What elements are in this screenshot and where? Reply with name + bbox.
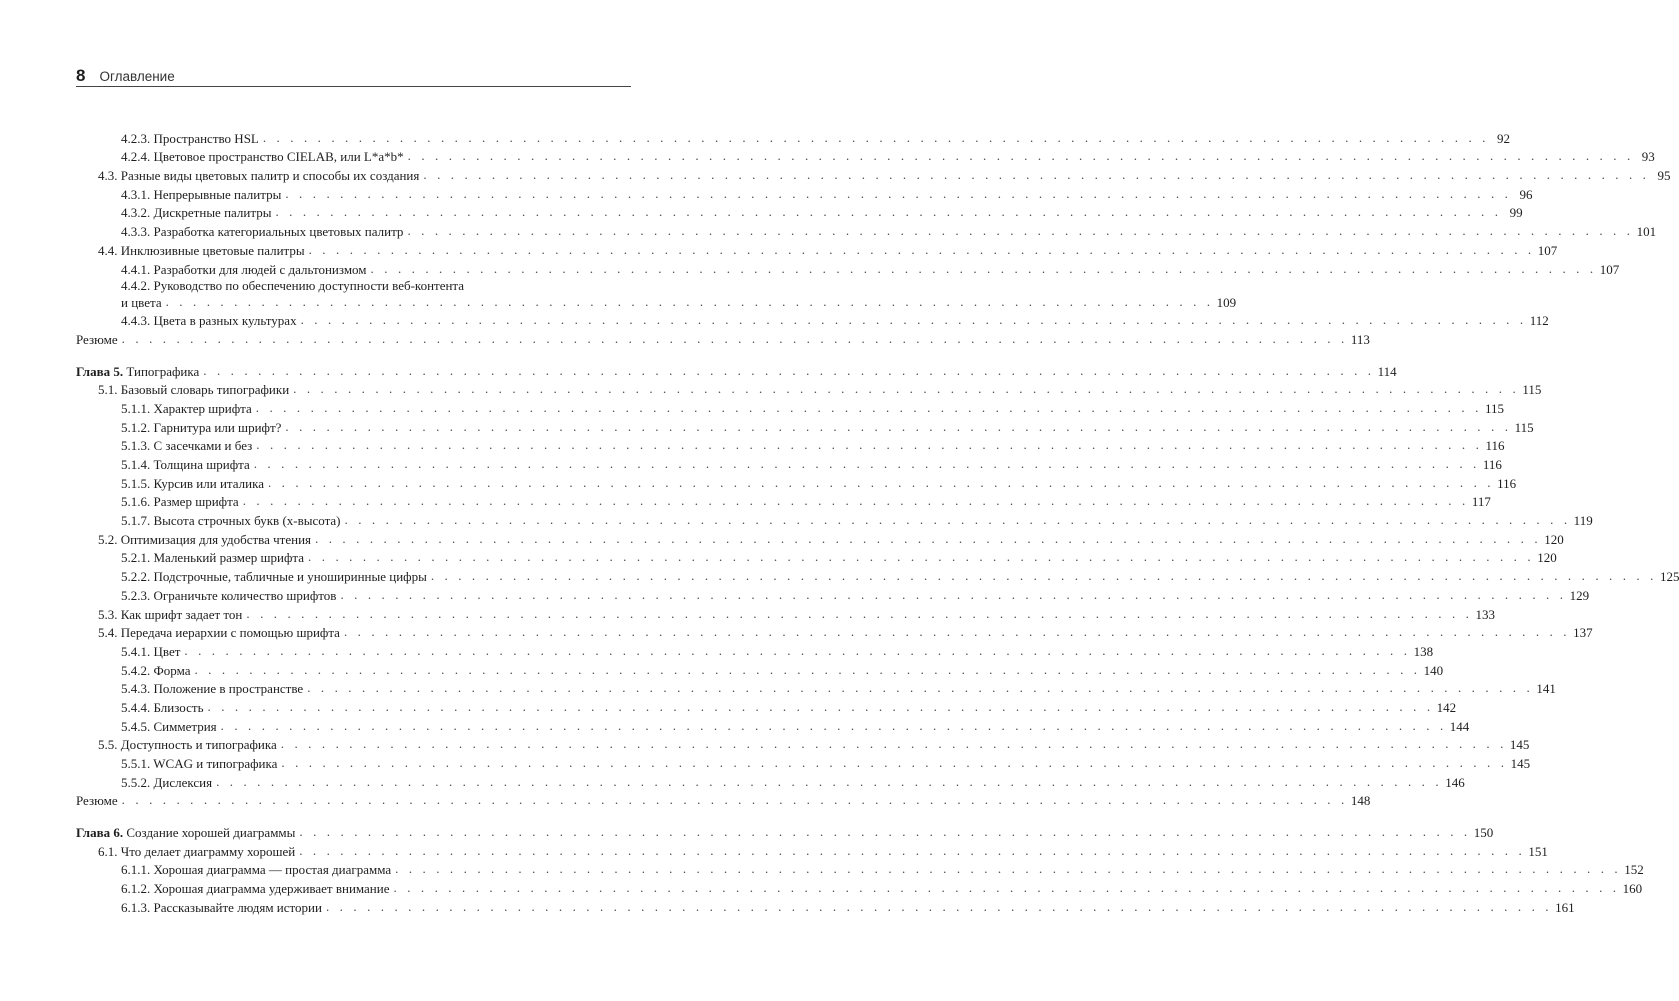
- running-title: Оглавление: [99, 69, 175, 84]
- toc-entry-label: 5.1.3. С засечками и без: [121, 437, 256, 454]
- toc-entry[interactable]: [76, 203, 1523, 222]
- toc-entry[interactable]: [76, 165, 1671, 184]
- dot-leader: . . . . . . . . . . . . . . . . . . . . . . . . . . . . . . . . . . . . . . . . . . . . . . . . . . . . . . . . . . . . . . . . . . . . . . . . . . . . . . . . . . . . . .: [203, 362, 1375, 378]
- toc-entry-label: 5.2.1. Маленький размер шрифта: [121, 549, 308, 566]
- toc-entry[interactable]: [76, 454, 1502, 473]
- toc-entry[interactable]: [76, 878, 1643, 897]
- toc-entry-page: 92: [1489, 130, 1510, 147]
- toc-entry-label: 6.1.3. Рассказывайте людям истории: [121, 899, 326, 916]
- toc-entry-label: 5.4.5. Симметрия: [121, 718, 221, 735]
- dot-leader: . . . . . . . . . . . . . . . . . . . . . . . . . . . . . . . . . . . . . . . . . . . . . . . . . . . . . . . . . . . . . . . . . . . . . . . . . . . . . . . . . . . . . . . . . .: [262, 129, 1490, 145]
- toc-entry-page: 112: [1527, 312, 1549, 329]
- dot-leader: . . . . . . . . . . . . . . . . . . . . . . . . . . . . . . . . . . . . . . . . . . . . . . . . . . . . . . . . . . . . . . . . . . . . . . . . . . . . . . . . . . . . . . . . . .: [299, 842, 1526, 858]
- dot-leader: . . . . . . . . . . . . . . . . . . . . . . . . . . . . . . . . . . . . . . . . . . . . . . . . . . . . . . . . . . . . . . . . . . . . . . . . . . . . . . . . . . . . . . . . . .: [423, 167, 1650, 183]
- toc-entry-label: 6.1.2. Хорошая диаграмма удерживает внимание: [121, 880, 394, 897]
- dot-leader: . . . . . . . . . . . . . . . . . . . . . . . . . . . . . . . . . . . . . . . . . . . . . . . . . . . . . . . . . . . . . . . . . . . . . . . . . . . . . . . . . . . . . . . . . .: [430, 568, 1657, 584]
- dot-leader: . . . . . . . . . . . . . . . . . . . . . . . . . . . . . . . . . . . . . . . . . . . . . . . . . . . . . . . . . . . . . . . . . . . . . . . . . . . . . . . . . . . . . . . . . .: [255, 399, 1482, 415]
- toc-entry[interactable]: [76, 510, 1593, 529]
- toc-entry-page: 146: [1442, 774, 1465, 791]
- toc-entry[interactable]: [76, 604, 1496, 623]
- dot-leader: . . . . . . . . . . . . . . . . . . . . . . . . . . . . . . . . . . . . . . . . . . . . . . . . . . . . . . . . . . . . . . . . . . . . . . . . . . . . . . . . . . . . . . . . . .: [370, 260, 1597, 276]
- chapter-number: Глава 6.: [76, 825, 124, 841]
- toc-entry-label: 6.1. Что делает диаграмму хорошей: [98, 843, 299, 860]
- toc-entry-label: 5.2.3. Ограничьте количество шрифтов: [121, 587, 340, 604]
- toc-entry[interactable]: [76, 329, 1370, 348]
- toc-entry-page: 99: [1502, 204, 1523, 221]
- toc-entry-label: 5.5.1. WCAG и типографика: [121, 755, 281, 772]
- dot-leader: . . . . . . . . . . . . . . . . . . . . . . . . . . . . . . . . . . . . . . . . . . . . . . . . . . . . . . . . . . . . . . . . . . . . . . . . . . . . . . . . . . . . . . . . . .: [308, 241, 1535, 257]
- toc-entry[interactable]: [76, 791, 1371, 810]
- toc-entry-page: 113: [1348, 331, 1370, 348]
- toc-entry-page: 101: [1634, 223, 1657, 240]
- toc-entry[interactable]: [76, 660, 1444, 679]
- toc-entry[interactable]: [76, 184, 1533, 203]
- toc-entry-page: 140: [1421, 662, 1444, 679]
- chapter-title: Создание хорошей диаграммы: [126, 825, 296, 841]
- toc-entry-page: 161: [1552, 899, 1575, 916]
- toc-entry-label: 5.1.6. Размер шрифта: [121, 493, 243, 510]
- chapter-title: Типографика: [126, 363, 200, 379]
- chapter-number: Глава 5.: [76, 363, 124, 379]
- toc-entry-label: 5.1. Базовый словарь типографики: [98, 381, 293, 398]
- toc-entry-label: 5.4. Передача иерархии с помощью шрифта: [98, 624, 344, 641]
- toc-entry-page: 129: [1567, 587, 1590, 604]
- toc-entry[interactable]: [76, 492, 1491, 511]
- toc-entry-page: 160: [1620, 880, 1643, 897]
- toc-entry[interactable]: [76, 128, 1511, 147]
- dot-leader: . . . . . . . . . . . . . . . . . . . . . . . . . . . . . . . . . . . . . . . . . . . . . . . . . . . . . . . . . . . . . . . . . . . . . . . . . . . . . . . . . . . . . . . . . .: [242, 493, 1469, 509]
- toc-entry[interactable]: [76, 860, 1644, 879]
- dot-leader: . . . . . . . . . . . . . . . . . . . . . . . . . . . . . . . . . . . . . . . . . . . . . . . . . . . . . . . . . . . . . . . . . . . . . . . . . . . . . . . . . . . . . . . . . .: [293, 381, 1520, 397]
- toc-group-chapter5: [76, 380, 1679, 810]
- page-number: 8: [76, 66, 86, 85]
- toc-entry-page: 133: [1473, 606, 1496, 623]
- dot-leader: . . . . . . . . . . . . . . . . . . . . . . . . . . . . . . . . . . . . . . . . . . . . . . . . . . . . . . . . . . . . . . . . . . . . . . . . . . . . . . . . . . . . . . . . . .: [216, 773, 1443, 789]
- toc-entry-page: 148: [1348, 792, 1371, 809]
- toc-entry-label-line1: 4.4.2. Руководство по обеспечению доступности веб-контента: [121, 277, 465, 293]
- dot-leader: . . . . . . . . . . . . . . . . . . . . . . . . . . . . . . . . . . . . . . . . . . . . . . . . . . . . . . . . . . . . . . . . . . . . . . . . . . . . . . . . . . . . . . . . . .: [275, 204, 1502, 220]
- dot-leader: . . . . . . . . . . . . . . . . . . . . . . . . . . . . . . . . . . . . . . . . . . . . . . . . . . . . . . . . . . . . . . . . . . . . . . . . . . . . .: [165, 293, 1214, 309]
- dot-leader: . . . . . . . . . . . . . . . . . . . . . . . . . . . . . . . . . . . . . . . . . . . . . . . . . . . . . . . . . . . . . . . . . . . . . . . . . . . . . . . . . . . . . .: [299, 824, 1471, 840]
- toc-entry[interactable]: [76, 641, 1434, 660]
- toc-entry[interactable]: [76, 529, 1564, 548]
- dot-leader: . . . . . . . . . . . . . . . . . . . . . . . . . . . . . . . . . . . . . . . . . . . . . . . . . . . . . . . . . . . . . . . . . . . . . . . . . . . . . . . . . . . . . . . . . .: [280, 736, 1507, 752]
- toc-entry-page: 115: [1519, 381, 1541, 398]
- dot-leader: . . . . . . . . . . . . . . . . . . . . . . . . . . . . . . . . . . . . . . . . . . . . . . . . . . . . . . . . . . . . . . . . . . . . . . . . . . . . . . . . . . . . . . . . . .: [184, 642, 1411, 658]
- dot-leader: . . . . . . . . . . . . . . . . . . . . . . . . . . . . . . . . . . . . . . . . . . . . . . . . . . . . . . . . . . . . . . . . . . . . . . . . . . . . . . . . . . . . . . . . . .: [194, 661, 1421, 677]
- dot-leader: . . . . . . . . . . . . . . . . . . . . . . . . . . . . . . . . . . . . . . . . . . . . . . . . . . . . . . . . . . . . . . . . . . . . . . . . . . . . . . . . . . . . . . . . . .: [285, 418, 1512, 434]
- toc-entry-page: 116: [1480, 456, 1502, 473]
- toc-entry[interactable]: [76, 716, 1470, 735]
- dot-leader: . . . . . . . . . . . . . . . . . . . . . . . . . . . . . . . . . . . . . . . . . . . . . . . . . . . . . . . . . . . . . . . . . . . . . . . . . . . . . . . . . . . . . . . . . .: [121, 792, 1348, 808]
- toc-entry[interactable]: [76, 841, 1548, 860]
- dot-leader: . . . . . . . . . . . . . . . . . . . . . . . . . . . . . . . . . . . . . . . . . . . . . . . . . . . . . . . . . . . . . . . . . . . . . . . . . . . . . . . . . . . . . . . . . .: [281, 755, 1508, 770]
- toc-entry[interactable]: [76, 548, 1557, 567]
- toc-chapter-6[interactable]: [76, 822, 1494, 841]
- dot-leader: . . . . . . . . . . . . . . . . . . . . . . . . . . . . . . . . . . . . . . . . . . . . . . . . . . . . . . . . . . . . . . . . . . . . . . . . . . . . . . . . . . . . . . . . . .: [308, 549, 1535, 565]
- toc-entry[interactable]: [76, 473, 1517, 492]
- dot-leader: . . . . . . . . . . . . . . . . . . . . . . . . . . . . . . . . . . . . . . . . . . . . . . . . . . . . . . . . . . . . . . . . . . . . . . . . . . . . . . . . . . . . . . . . . .: [256, 437, 1483, 453]
- dot-leader: . . . . . . . . . . . . . . . . . . . . . . . . . . . . . . . . . . . . . . . . . . . . . . . . . . . . . . . . . . . . . . . . . . . . . . . . . . . . . . . . . . . . . . . . . .: [344, 512, 1571, 528]
- toc-entry-page: 116: [1494, 475, 1516, 492]
- dot-leader: . . . . . . . . . . . . . . . . . . . . . . . . . . . . . . . . . . . . . . . . . . . . . . . . . . . . . . . . . . . . . . . . . . . . . . . . . . . . . . . . . . . . . . . . . .: [267, 474, 1495, 490]
- toc-entry[interactable]: [76, 697, 1457, 716]
- toc-group-chapter4-tail: [76, 128, 1671, 278]
- dot-leader: . . . . . . . . . . . . . . . . . . . . . . . . . . . . . . . . . . . . . . . . . . . . . . . . . . . . . . . . . . . . . . . . . . . . . . . . . . . . . . . . . . . . . . . . . .: [407, 148, 1634, 164]
- toc-entry-label-line2: и цвета: [121, 294, 166, 311]
- toc-entry-label: 5.1.4. Толщина шрифта: [121, 456, 254, 473]
- toc-entry-label: 4.3.3. Разработка категориальных цветовых палитр: [121, 223, 407, 240]
- dot-leader: . . . . . . . . . . . . . . . . . . . . . . . . . . . . . . . . . . . . . . . . . . . . . . . . . . . . . . . . . . . . . . . . . . . . . . . . . . . . . . . . . . . . . . . . . .: [220, 717, 1447, 733]
- toc-entry-page: 141: [1533, 680, 1556, 697]
- toc-entry-label: 5.4.2. Форма: [121, 662, 194, 679]
- toc-entry-label: 5.1.1. Характер шрифта: [121, 400, 256, 417]
- dot-leader: . . . . . . . . . . . . . . . . . . . . . . . . . . . . . . . . . . . . . . . . . . . . . . . . . . . . . . . . . . . . . . . . . . . . . . . . . . . . . . . . . . . . . . . . . .: [340, 586, 1567, 602]
- toc-group-chapter6: [76, 841, 1644, 916]
- toc-entry-page: 120: [1541, 531, 1564, 548]
- toc-entry-page: 142: [1434, 699, 1457, 716]
- toc-entry-label: 5.3. Как шрифт задает тон: [98, 606, 246, 623]
- toc-entry[interactable]: [76, 585, 1590, 604]
- dot-leader: . . . . . . . . . . . . . . . . . . . . . . . . . . . . . . . . . . . . . . . . . . . . . . . . . . . . . . . . . . . . . . . . . . . . . . . . . . . . . . . . . . . . . . . . . .: [121, 330, 1348, 346]
- toc-entry-label: 4.3.1. Непрерывные палитры: [121, 186, 285, 203]
- toc-entry-label: 4.3. Разные виды цветовых палитр и способы их создания: [98, 167, 423, 184]
- toc-entry[interactable]: [76, 311, 1549, 330]
- toc-entry-page: 93: [1634, 148, 1655, 165]
- toc-entry-label: 5.2. Оптимизация для удобства чтения: [98, 531, 315, 548]
- toc-entry-page: 138: [1411, 643, 1434, 660]
- toc-entry[interactable]: [76, 436, 1505, 455]
- toc-entry[interactable]: [76, 221, 1657, 240]
- toc-chapter-5[interactable]: [76, 361, 1397, 380]
- toc-entry[interactable]: [76, 566, 1679, 585]
- toc-entry[interactable]: [76, 259, 1620, 278]
- toc-entry-page: 119: [1571, 512, 1593, 529]
- toc-entry[interactable]: [76, 753, 1531, 772]
- toc-entry-label: 5.2.2. Подстрочные, табличные и уноширинные цифры: [121, 568, 431, 585]
- dot-leader: . . . . . . . . . . . . . . . . . . . . . . . . . . . . . . . . . . . . . . . . . . . . . . . . . . . . . . . . . . . . . . . . . . . . . . . . . . . . . . . . . . . . . . . . . .: [315, 530, 1542, 546]
- toc-entry-page: 107: [1535, 242, 1558, 259]
- dot-leader: . . . . . . . . . . . . . . . . . . . . . . . . . . . . . . . . . . . . . . . . . . . . . . . . . . . . . . . . . . . . . . . . . . . . . . . . . . . . . . . . . . . . . . . . . .: [393, 880, 1620, 896]
- toc-entry-page: 109: [1214, 294, 1237, 311]
- dot-leader: . . . . . . . . . . . . . . . . . . . . . . . . . . . . . . . . . . . . . . . . . . . . . . . . . . . . . . . . . . . . . . . . . . . . . . . . . . . . . . . . . . . . . . . . . .: [253, 456, 1480, 471]
- toc-entry-label: 6.1.1. Хорошая диаграмма — простая диаграмма: [121, 861, 395, 878]
- dot-leader: . . . . . . . . . . . . . . . . . . . . . . . . . . . . . . . . . . . . . . . . . . . . . . . . . . . . . . . . . . . . . . . . . . . . . . . . . . . . . . . . . . . . . . . . . .: [307, 680, 1534, 696]
- toc-entry[interactable]: [76, 147, 1655, 166]
- toc-entry[interactable]: [76, 735, 1530, 754]
- toc-entry-page: 151: [1525, 843, 1548, 860]
- toc-entry-label: Резюме: [76, 792, 122, 809]
- toc-entry[interactable]: [76, 380, 1542, 399]
- toc-entry[interactable]: [76, 679, 1556, 698]
- toc-entry-label: Резюме: [76, 331, 122, 348]
- toc-group-chapter4-end: [76, 311, 1549, 348]
- toc-entry-label: 5.4.1. Цвет: [121, 643, 184, 660]
- toc-entry-label: 4.2.4. Цветовое пространство CIELAB, или L*a*b*: [121, 148, 408, 165]
- toc-entry-label: 4.4.1. Разработки для людей с дальтонизмом: [121, 261, 371, 278]
- toc-entry-page: 145: [1507, 736, 1530, 753]
- dot-leader: . . . . . . . . . . . . . . . . . . . . . . . . . . . . . . . . . . . . . . . . . . . . . . . . . . . . . . . . . . . . . . . . . . . . . . . . . . . . . . . . . . . . . . . . . .: [285, 185, 1512, 201]
- toc-entry-page: 152: [1621, 861, 1644, 878]
- toc-entry[interactable]: [76, 240, 1558, 259]
- toc-entry-page: 144: [1447, 718, 1470, 735]
- page-header: [76, 64, 631, 87]
- toc-entry-label: 4.4.3. Цвета в разных культурах: [121, 312, 301, 329]
- dot-leader: . . . . . . . . . . . . . . . . . . . . . . . . . . . . . . . . . . . . . . . . . . . . . . . . . . . . . . . . . . . . . . . . . . . . . . . . . . . . . . . . . . . . . . . . . .: [395, 861, 1622, 877]
- dot-leader: . . . . . . . . . . . . . . . . . . . . . . . . . . . . . . . . . . . . . . . . . . . . . . . . . . . . . . . . . . . . . . . . . . . . . . . . . . . . . . . . . . . . . . . . . .: [300, 312, 1527, 328]
- toc-entry-page: 114: [1375, 363, 1397, 380]
- table-of-contents: [76, 128, 1679, 916]
- toc-entry-page: 95: [1650, 167, 1671, 184]
- toc-entry[interactable]: [76, 398, 1504, 417]
- toc-entry-page: 145: [1508, 755, 1531, 772]
- toc-entry[interactable]: [76, 277, 1237, 311]
- toc-entry-label: 5.1.5. Курсив или италика: [121, 475, 268, 492]
- toc-entry-page: 150: [1471, 824, 1494, 841]
- toc-entry-label: 4.2.3. Пространство HSL: [121, 130, 263, 147]
- dot-leader: . . . . . . . . . . . . . . . . . . . . . . . . . . . . . . . . . . . . . . . . . . . . . . . . . . . . . . . . . . . . . . . . . . . . . . . . . . . . . . . . . . . . . . . . . .: [343, 624, 1571, 640]
- toc-entry-label: 5.1.7. Высота строчных букв (x-высота): [121, 512, 345, 529]
- toc-entry-page: 115: [1512, 419, 1534, 436]
- dot-leader: . . . . . . . . . . . . . . . . . . . . . . . . . . . . . . . . . . . . . . . . . . . . . . . . . . . . . . . . . . . . . . . . . . . . . . . . . . . . . . . . . . . . . . . . . .: [207, 698, 1434, 714]
- dot-leader: . . . . . . . . . . . . . . . . . . . . . . . . . . . . . . . . . . . . . . . . . . . . . . . . . . . . . . . . . . . . . . . . . . . . . . . . . . . . . . . . . . . . . . . . . .: [246, 605, 1473, 621]
- toc-entry-page: 117: [1469, 493, 1491, 510]
- toc-entry-label: 5.5.2. Дислексия: [121, 774, 216, 791]
- toc-entry-page: 120: [1534, 549, 1557, 566]
- toc-entry[interactable]: [76, 897, 1575, 916]
- toc-entry-label: 5.1.2. Гарнитура или шрифт?: [121, 419, 285, 436]
- toc-entry[interactable]: [76, 417, 1534, 436]
- toc-entry-page: 115: [1482, 400, 1504, 417]
- dot-leader: . . . . . . . . . . . . . . . . . . . . . . . . . . . . . . . . . . . . . . . . . . . . . . . . . . . . . . . . . . . . . . . . . . . . . . . . . . . . . . . . . . . . . . . . . .: [325, 898, 1553, 914]
- toc-entry[interactable]: [76, 772, 1465, 791]
- toc-entry-page: 116: [1482, 437, 1504, 454]
- toc-entry-label: 4.4. Инклюзивные цветовые палитры: [98, 242, 309, 259]
- toc-entry-page: 125: [1657, 568, 1679, 585]
- toc-entry[interactable]: [76, 623, 1593, 642]
- toc-entry-label: 5.4.4. Близость: [121, 699, 208, 716]
- toc-entry-label: 4.3.2. Дискретные палитры: [121, 204, 275, 221]
- toc-entry-page: 137: [1570, 624, 1593, 641]
- toc-entry-label: 5.5. Доступность и типографика: [98, 736, 281, 753]
- dot-leader: . . . . . . . . . . . . . . . . . . . . . . . . . . . . . . . . . . . . . . . . . . . . . . . . . . . . . . . . . . . . . . . . . . . . . . . . . . . . . . . . . . . . . . . . . .: [407, 223, 1634, 239]
- toc-entry-page: 96: [1512, 186, 1533, 203]
- toc-entry-label: 5.4.3. Положение в пространстве: [121, 680, 307, 697]
- toc-entry-page: 107: [1597, 261, 1620, 278]
